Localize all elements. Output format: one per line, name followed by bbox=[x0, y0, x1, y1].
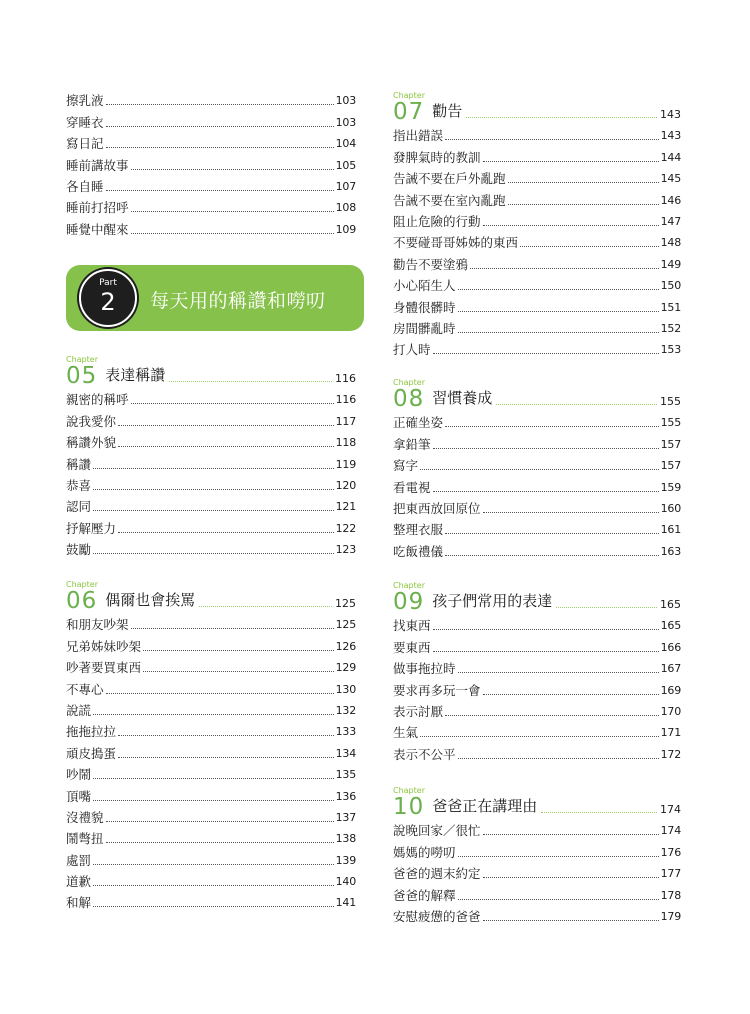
toc-entry-page: 139 bbox=[335, 853, 356, 867]
toc-entry-title: 做事拖拉時 bbox=[393, 661, 456, 677]
dot-leader bbox=[118, 425, 334, 426]
dot-leader bbox=[541, 812, 657, 813]
toc-entry-title: 擦乳液 bbox=[66, 93, 104, 109]
dot-leader bbox=[93, 489, 334, 490]
toc-entry-page: 118 bbox=[335, 436, 356, 450]
toc-entry bbox=[66, 515, 356, 536]
dot-leader bbox=[118, 446, 334, 447]
toc-entry-page: 165 bbox=[660, 619, 681, 633]
chapter-07 bbox=[393, 91, 681, 358]
chapter-entry-list bbox=[66, 387, 356, 558]
chapter-number: 06 bbox=[66, 588, 98, 614]
toc-entry bbox=[66, 655, 356, 676]
toc-entry-page: 135 bbox=[335, 768, 356, 782]
dot-leader bbox=[433, 491, 659, 492]
toc-entry bbox=[66, 740, 356, 761]
toc-entry-title: 恭喜 bbox=[66, 477, 92, 493]
dot-leader bbox=[445, 533, 659, 534]
toc-entry bbox=[393, 818, 681, 839]
toc-entry-page: 126 bbox=[335, 639, 356, 653]
toc-entry bbox=[393, 166, 681, 187]
dot-leader bbox=[508, 182, 659, 183]
toc-entry-page: 119 bbox=[335, 457, 356, 471]
toc-entry bbox=[393, 273, 681, 294]
toc-entry bbox=[393, 496, 681, 517]
chapter-number: 09 bbox=[393, 589, 425, 615]
dot-leader bbox=[93, 714, 334, 715]
part-title: 每天用的稱讚和嘮叨 bbox=[150, 290, 326, 312]
toc-entry bbox=[66, 676, 356, 697]
toc-entry-page: 105 bbox=[335, 158, 356, 172]
toc-entry-title: 不專心 bbox=[66, 681, 104, 697]
toc-entry-title: 爸爸的週末約定 bbox=[393, 866, 481, 882]
toc-entry-page: 176 bbox=[660, 845, 681, 859]
dot-leader bbox=[458, 311, 659, 312]
toc-entry-page: 123 bbox=[335, 543, 356, 557]
toc-entry-title: 房間髒亂時 bbox=[393, 320, 456, 336]
chapter-05 bbox=[66, 355, 356, 558]
toc-entry-page: 125 bbox=[335, 618, 356, 632]
chapter-label: Chapter bbox=[393, 786, 425, 795]
toc-entry bbox=[393, 316, 681, 337]
part-label: Part bbox=[99, 278, 117, 288]
dot-leader bbox=[483, 161, 659, 162]
toc-entry-page: 169 bbox=[660, 683, 681, 697]
toc-entry-title: 說謊 bbox=[66, 702, 92, 718]
toc-entry-title: 道歉 bbox=[66, 874, 92, 890]
toc-entry-page: 122 bbox=[335, 521, 356, 535]
toc-entry-title: 處罰 bbox=[66, 852, 92, 868]
toc-entry-title: 認同 bbox=[66, 499, 92, 515]
toc-entry bbox=[393, 613, 681, 634]
chapter-entry-list bbox=[393, 123, 681, 358]
dot-leader bbox=[556, 607, 657, 608]
toc-entry-page: 144 bbox=[660, 150, 681, 164]
toc-entry-title: 勸告不要塗鴉 bbox=[393, 256, 469, 272]
dot-leader bbox=[445, 139, 659, 140]
dot-leader bbox=[131, 211, 334, 212]
dot-leader bbox=[466, 117, 657, 118]
toc-entry-title: 身體很髒時 bbox=[393, 299, 456, 315]
toc-entry-title: 正確坐姿 bbox=[393, 415, 444, 431]
dot-leader bbox=[458, 289, 659, 290]
dot-leader bbox=[106, 147, 334, 148]
toc-entry-page: 152 bbox=[660, 321, 681, 335]
toc-entry-page: 177 bbox=[660, 867, 681, 881]
toc-entry-title: 稱讚 bbox=[66, 456, 92, 472]
toc-entry-title: 吃飯禮儀 bbox=[393, 543, 444, 559]
toc-entry-title: 抒解壓力 bbox=[66, 520, 117, 536]
toc-entry bbox=[66, 869, 356, 890]
dot-leader bbox=[433, 353, 659, 354]
toc-entry-page: 120 bbox=[335, 478, 356, 492]
toc-entry-title: 發脾氣時的教訓 bbox=[393, 149, 481, 165]
dot-leader bbox=[458, 672, 659, 673]
toc-entry bbox=[66, 847, 356, 868]
toc-entry-title: 不要碰哥哥姊姊的東西 bbox=[393, 235, 519, 251]
dot-leader bbox=[143, 650, 334, 651]
toc-entry-page: 132 bbox=[335, 703, 356, 717]
toc-entry bbox=[66, 762, 356, 783]
toc-entry bbox=[66, 494, 356, 515]
toc-entry-title: 小心陌生人 bbox=[393, 278, 456, 294]
dot-leader bbox=[470, 268, 659, 269]
toc-entry-title: 睡覺中醒來 bbox=[66, 221, 129, 237]
chapter-entry-list bbox=[66, 612, 356, 911]
toc-entry bbox=[393, 517, 681, 538]
toc-entry bbox=[66, 216, 356, 237]
toc-entry bbox=[66, 698, 356, 719]
toc-entry-title: 沒禮貌 bbox=[66, 809, 104, 825]
toc-entry-page: 166 bbox=[660, 640, 681, 654]
intro-entry-list bbox=[66, 88, 356, 238]
toc-entry bbox=[393, 337, 681, 358]
chapter-10 bbox=[393, 786, 681, 925]
toc-entry-title: 表示討厭 bbox=[393, 703, 444, 719]
chapter-page: 143 bbox=[660, 108, 681, 121]
chapter-heading bbox=[66, 365, 356, 387]
dot-leader bbox=[106, 842, 334, 843]
toc-entry-page: 145 bbox=[660, 172, 681, 186]
chapter-page: 165 bbox=[660, 598, 681, 611]
toc-entry-title: 把東西放回原位 bbox=[393, 500, 481, 516]
toc-entry-page: 121 bbox=[335, 500, 356, 514]
chapter-entry-list bbox=[393, 410, 681, 560]
dot-leader bbox=[458, 758, 659, 759]
toc-entry-title: 爸爸的解釋 bbox=[393, 887, 456, 903]
toc-entry-title: 拖拖拉拉 bbox=[66, 724, 117, 740]
toc-entry-title: 鼓勵 bbox=[66, 542, 92, 558]
toc-entry-page: 161 bbox=[660, 523, 681, 537]
toc-entry-page: 129 bbox=[335, 661, 356, 675]
toc-entry bbox=[66, 408, 356, 429]
toc-entry-page: 140 bbox=[335, 875, 356, 889]
chapter-title: 習慣養成 bbox=[432, 389, 493, 407]
dot-leader bbox=[131, 403, 334, 404]
dot-leader bbox=[93, 778, 334, 779]
toc-entry bbox=[393, 720, 681, 741]
toc-entry bbox=[393, 144, 681, 165]
dot-leader bbox=[458, 856, 659, 857]
toc-entry bbox=[393, 251, 681, 272]
toc-entry-page: 146 bbox=[660, 193, 681, 207]
dot-leader bbox=[483, 920, 659, 921]
chapter-page: 116 bbox=[335, 372, 356, 385]
toc-entry-title: 睡前打招呼 bbox=[66, 200, 129, 216]
dot-leader bbox=[483, 225, 659, 226]
toc-entry bbox=[66, 174, 356, 195]
chapter-number: 08 bbox=[393, 386, 425, 412]
toc-entry-page: 116 bbox=[335, 393, 356, 407]
dot-leader bbox=[433, 448, 659, 449]
toc-entry-page: 108 bbox=[335, 201, 356, 215]
toc-entry bbox=[66, 633, 356, 654]
toc-entry-page: 157 bbox=[660, 437, 681, 451]
toc-entry bbox=[393, 538, 681, 559]
toc-entry-title: 睡前講故事 bbox=[66, 157, 129, 173]
toc-entry-page: 179 bbox=[660, 909, 681, 923]
toc-entry bbox=[66, 109, 356, 130]
dot-leader bbox=[169, 381, 332, 382]
chapter-title: 孩子們常用的表達 bbox=[432, 592, 553, 610]
toc-entry-title: 打人時 bbox=[393, 342, 431, 358]
dot-leader bbox=[445, 555, 659, 556]
toc-entry bbox=[66, 131, 356, 152]
dot-leader bbox=[420, 736, 659, 737]
toc-entry bbox=[66, 152, 356, 173]
chapter-label: Chapter bbox=[66, 580, 98, 589]
dot-leader bbox=[93, 468, 334, 469]
toc-entry bbox=[393, 431, 681, 452]
toc-entry-title: 兄弟姊妹吵架 bbox=[66, 638, 142, 654]
toc-entry bbox=[393, 882, 681, 903]
toc-entry-page: 148 bbox=[660, 236, 681, 250]
dot-leader bbox=[458, 899, 659, 900]
toc-entry-title: 吵著要買東西 bbox=[66, 660, 142, 676]
dot-leader bbox=[93, 864, 334, 865]
dot-leader bbox=[433, 651, 659, 652]
toc-entry bbox=[66, 537, 356, 558]
chapter-number: 07 bbox=[393, 99, 425, 125]
chapter-heading bbox=[393, 796, 681, 818]
chapter-09 bbox=[393, 581, 681, 763]
toc-entry-page: 103 bbox=[335, 115, 356, 129]
toc-entry-title: 說晚回家／很忙 bbox=[393, 823, 481, 839]
toc-entry-page: 130 bbox=[335, 682, 356, 696]
toc-entry-page: 103 bbox=[335, 94, 356, 108]
toc-entry bbox=[393, 410, 681, 431]
chapter-title: 爸爸正在講理由 bbox=[432, 797, 538, 815]
toc-entry-page: 171 bbox=[660, 726, 681, 740]
dot-leader bbox=[483, 877, 659, 878]
chapter-number: 05 bbox=[66, 363, 98, 389]
toc-entry-page: 150 bbox=[660, 279, 681, 293]
toc-entry-title: 告誡不要在戶外亂跑 bbox=[393, 171, 506, 187]
toc-entry-page: 170 bbox=[660, 704, 681, 718]
toc-entry-title: 親密的稱呼 bbox=[66, 392, 129, 408]
part-badge bbox=[79, 269, 137, 327]
chapter-page: 125 bbox=[335, 597, 356, 610]
dot-leader bbox=[520, 246, 659, 247]
chapter-label: Chapter bbox=[393, 378, 425, 387]
toc-entry-title: 說我愛你 bbox=[66, 413, 117, 429]
dot-leader bbox=[458, 332, 659, 333]
toc-entry-title: 穿睡衣 bbox=[66, 114, 104, 130]
toc-entry bbox=[66, 719, 356, 740]
toc-entry-title: 頂嘴 bbox=[66, 788, 92, 804]
toc-entry bbox=[393, 741, 681, 762]
toc-entry-page: 153 bbox=[660, 343, 681, 357]
dot-leader bbox=[118, 735, 334, 736]
toc-entry bbox=[393, 904, 681, 925]
toc-entry-page: 159 bbox=[660, 480, 681, 494]
toc-entry-page: 136 bbox=[335, 789, 356, 803]
dot-leader bbox=[143, 671, 334, 672]
toc-entry-title: 吵鬧 bbox=[66, 767, 92, 783]
toc-entry bbox=[393, 861, 681, 882]
dot-leader bbox=[93, 885, 334, 886]
dot-leader bbox=[508, 204, 659, 205]
dot-leader bbox=[106, 104, 334, 105]
dot-leader bbox=[93, 800, 334, 801]
toc-entry bbox=[66, 826, 356, 847]
toc-entry-title: 看電視 bbox=[393, 479, 431, 495]
toc-entry-title: 媽媽的嘮叨 bbox=[393, 844, 456, 860]
toc-entry-page: 147 bbox=[660, 214, 681, 228]
dot-leader bbox=[106, 126, 334, 127]
dot-leader bbox=[199, 606, 332, 607]
toc-entry-title: 寫日記 bbox=[66, 136, 104, 152]
toc-entry bbox=[66, 195, 356, 216]
chapter-08 bbox=[393, 378, 681, 560]
chapter-heading bbox=[66, 590, 356, 612]
dot-leader bbox=[433, 629, 659, 630]
chapter-label: Chapter bbox=[393, 91, 425, 100]
dot-leader bbox=[106, 821, 334, 822]
toc-entry bbox=[393, 634, 681, 655]
dot-leader bbox=[131, 233, 334, 234]
toc-entry-page: 167 bbox=[660, 662, 681, 676]
toc-entry bbox=[393, 187, 681, 208]
dot-leader bbox=[93, 906, 334, 907]
toc-entry-page: 133 bbox=[335, 725, 356, 739]
toc-entry bbox=[66, 451, 356, 472]
toc-entry bbox=[393, 677, 681, 698]
toc-entry-title: 拿鉛筆 bbox=[393, 436, 431, 452]
chapter-entry-list bbox=[393, 818, 681, 925]
dot-leader bbox=[483, 512, 659, 513]
toc-entry bbox=[66, 430, 356, 451]
part-banner bbox=[66, 265, 364, 331]
toc-entry-title: 阻止危險的行動 bbox=[393, 213, 481, 229]
toc-entry-title: 要東西 bbox=[393, 639, 431, 655]
toc-entry bbox=[66, 473, 356, 494]
toc-entry-title: 表示不公平 bbox=[393, 746, 456, 762]
toc-entry-page: 104 bbox=[335, 137, 356, 151]
toc-entry bbox=[393, 699, 681, 720]
toc-entry-title: 告誡不要在室內亂跑 bbox=[393, 192, 506, 208]
toc-entry bbox=[393, 209, 681, 230]
part-number: 2 bbox=[100, 288, 116, 316]
chapter-entry-list bbox=[393, 613, 681, 763]
toc-entry-page: 149 bbox=[660, 257, 681, 271]
toc-entry-page: 143 bbox=[660, 129, 681, 143]
dot-leader bbox=[445, 426, 659, 427]
toc-entry-title: 整理衣服 bbox=[393, 522, 444, 538]
toc-entry-page: 109 bbox=[335, 222, 356, 236]
toc-entry bbox=[393, 123, 681, 144]
toc-entry-title: 各自睡 bbox=[66, 178, 104, 194]
toc-entry-title: 安慰疲憊的爸爸 bbox=[393, 908, 481, 924]
toc-entry-title: 生氣 bbox=[393, 725, 419, 741]
toc-entry bbox=[66, 783, 356, 804]
dot-leader bbox=[131, 169, 334, 170]
toc-entry-page: 138 bbox=[335, 832, 356, 846]
toc-entry bbox=[393, 474, 681, 495]
dot-leader bbox=[93, 553, 334, 554]
dot-leader bbox=[483, 834, 659, 835]
chapter-title: 勸告 bbox=[432, 102, 463, 120]
chapter-title: 表達稱讚 bbox=[105, 366, 166, 384]
chapter-heading bbox=[393, 591, 681, 613]
dot-leader bbox=[93, 510, 334, 511]
toc-entry-page: 107 bbox=[335, 179, 356, 193]
toc-entry bbox=[66, 88, 356, 109]
toc-entry-title: 指出錯誤 bbox=[393, 128, 444, 144]
toc-entry bbox=[393, 230, 681, 251]
chapter-page: 174 bbox=[660, 803, 681, 816]
toc-entry-title: 鬧彆扭 bbox=[66, 831, 104, 847]
chapter-number: 10 bbox=[393, 794, 425, 820]
dot-leader bbox=[483, 694, 659, 695]
dot-leader bbox=[106, 693, 334, 694]
toc-entry-title: 頑皮搗蛋 bbox=[66, 745, 117, 761]
toc-entry-title: 和朋友吵架 bbox=[66, 617, 129, 633]
toc-entry bbox=[66, 387, 356, 408]
toc-entry bbox=[393, 656, 681, 677]
dot-leader bbox=[118, 757, 334, 758]
toc-entry-page: 141 bbox=[335, 896, 356, 910]
toc-entry-page: 172 bbox=[660, 747, 681, 761]
chapter-06 bbox=[66, 580, 356, 911]
toc-entry bbox=[393, 453, 681, 474]
toc-entry-page: 117 bbox=[335, 414, 356, 428]
toc-entry-page: 151 bbox=[660, 300, 681, 314]
toc-entry-title: 稱讚外貌 bbox=[66, 435, 117, 451]
toc-entry-page: 178 bbox=[660, 888, 681, 902]
toc-entry bbox=[393, 294, 681, 315]
toc-entry bbox=[66, 890, 356, 911]
chapter-heading bbox=[393, 388, 681, 410]
chapter-title: 偶爾也會挨罵 bbox=[105, 591, 196, 609]
toc-entry-page: 134 bbox=[335, 746, 356, 760]
dot-leader bbox=[420, 469, 659, 470]
toc-entry-page: 174 bbox=[660, 824, 681, 838]
toc-entry bbox=[393, 839, 681, 860]
toc-entry-title: 找東西 bbox=[393, 618, 431, 634]
toc-entry-title: 要求再多玩一會 bbox=[393, 682, 481, 698]
chapter-label: Chapter bbox=[393, 581, 425, 590]
dot-leader bbox=[496, 404, 657, 405]
toc-entry-page: 137 bbox=[335, 810, 356, 824]
toc-entry-page: 157 bbox=[660, 459, 681, 473]
dot-leader bbox=[131, 628, 334, 629]
toc-entry-page: 163 bbox=[660, 544, 681, 558]
chapter-page: 155 bbox=[660, 395, 681, 408]
dot-leader bbox=[118, 532, 334, 533]
dot-leader bbox=[445, 715, 659, 716]
toc-entry bbox=[66, 612, 356, 633]
toc-entry-page: 160 bbox=[660, 501, 681, 515]
toc-entry-title: 寫字 bbox=[393, 458, 419, 474]
toc-entry-page: 155 bbox=[660, 416, 681, 430]
dot-leader bbox=[106, 190, 334, 191]
toc-entry bbox=[66, 805, 356, 826]
toc-entry-title: 和解 bbox=[66, 895, 92, 911]
chapter-heading bbox=[393, 101, 681, 123]
chapter-label: Chapter bbox=[66, 355, 98, 364]
